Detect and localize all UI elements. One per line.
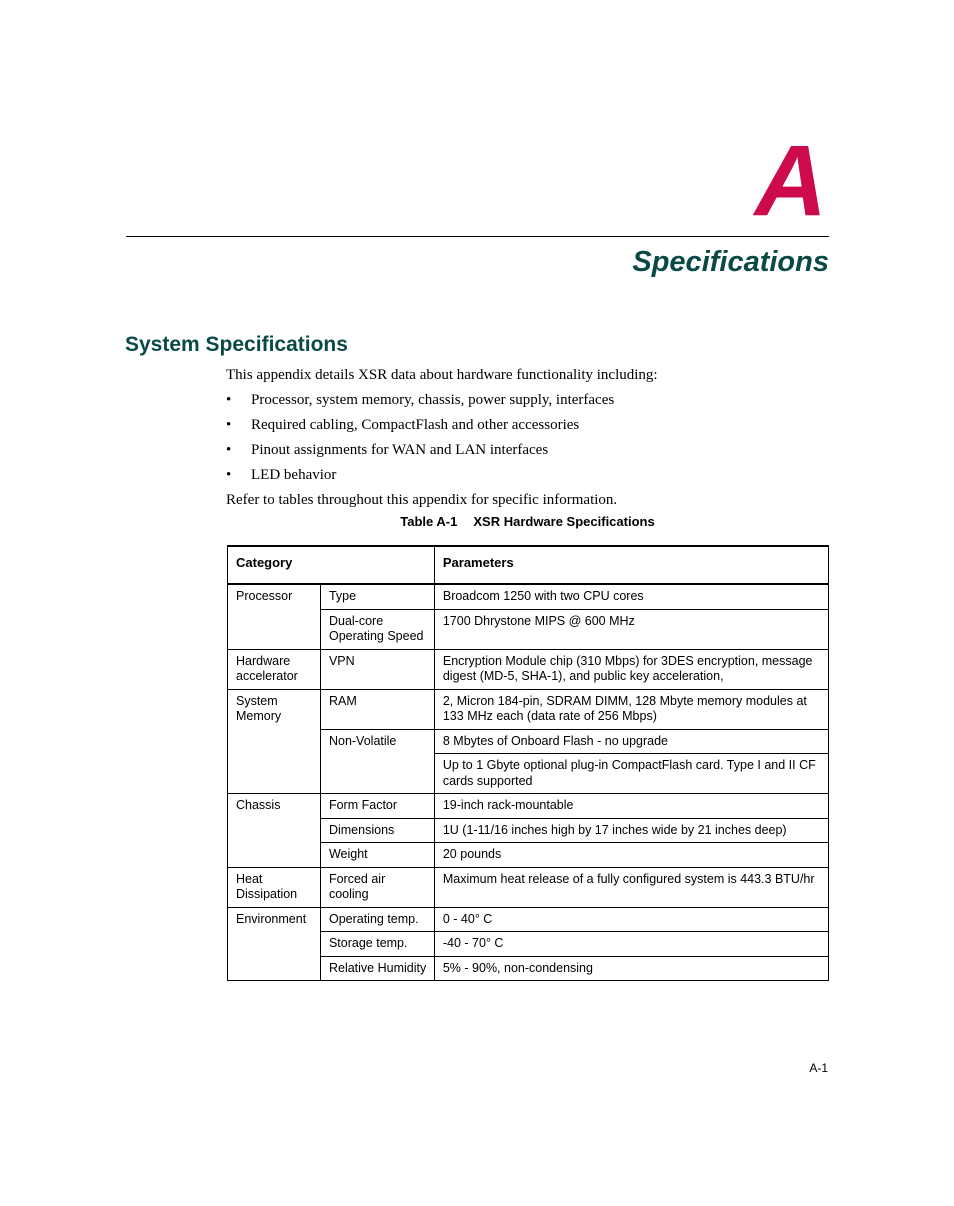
chapter-title: Specifications (632, 246, 829, 278)
list-item (226, 466, 614, 491)
category-cell: Processor (228, 584, 321, 649)
value-cell: 0 - 40° C (434, 907, 828, 932)
category-cell: Environment (228, 907, 321, 981)
specifications-table (227, 545, 829, 981)
item-cell: RAM (320, 689, 434, 729)
value-cell: 5% - 90%, non-condensing (434, 956, 828, 981)
section-heading: System Specifications (125, 333, 348, 356)
chapter-letter: A (754, 125, 827, 237)
category-cell: Hardware accelerator (228, 649, 321, 689)
value-cell: 8 Mbytes of Onboard Flash - no upgrade (434, 729, 828, 754)
category-cell: Chassis (228, 794, 321, 868)
item-cell: Operating temp. (320, 907, 434, 932)
page-number: A-1 (809, 1061, 828, 1075)
list-item-text: Required cabling, CompactFlash and other accessories (251, 417, 580, 433)
value-cell: 2, Micron 184-pin, SDRAM DIMM, 128 Mbyte memory modules at 133 MHz each (data rate of 256 Mbps) (434, 689, 828, 729)
chapter-divider (126, 236, 829, 237)
item-cell: Dual-core Operating Speed (320, 609, 434, 649)
table-caption (226, 514, 829, 530)
list-item (226, 416, 614, 441)
value-cell: Up to 1 Gbyte optional plug-in CompactFlash card. Type I and II CF cards supported (434, 754, 828, 794)
bullet-icon: • (226, 467, 232, 483)
feature-list (226, 391, 614, 491)
bullet-icon: • (226, 392, 232, 408)
table-row (228, 584, 829, 609)
item-cell: Non-Volatile (320, 729, 434, 794)
value-cell: Broadcom 1250 with two CPU cores (434, 584, 828, 609)
value-cell: -40 - 70° C (434, 932, 828, 957)
item-cell: Dimensions (320, 818, 434, 843)
value-cell: 1U (1-11/16 inches high by 17 inches wide by 21 inches deep) (434, 818, 828, 843)
item-cell: Form Factor (320, 794, 434, 819)
intro-paragraph: This appendix details XSR data about hardware functionality including: (226, 367, 658, 383)
table-row (228, 794, 829, 819)
item-cell: Storage temp. (320, 932, 434, 957)
item-cell: Type (320, 584, 434, 609)
header-parameters: Parameters (434, 546, 828, 584)
table-caption-number: Table A-1 (400, 514, 458, 529)
value-cell: 19-inch rack-mountable (434, 794, 828, 819)
item-cell: Forced air cooling (320, 867, 434, 907)
table-row (228, 689, 829, 729)
table-row (228, 907, 829, 932)
outro-paragraph: Refer to tables throughout this appendix for specific information. (226, 492, 618, 508)
table-row (228, 867, 829, 907)
value-cell: 20 pounds (434, 843, 828, 868)
list-item (226, 391, 614, 416)
value-cell: Maximum heat release of a fully configured system is 443.3 BTU/hr (434, 867, 828, 907)
list-item-text: Pinout assignments for WAN and LAN interfaces (251, 442, 549, 458)
value-cell: Encryption Module chip (310 Mbps) for 3DES encryption, message digest (MD-5, SHA-1), and public key acceleration, (434, 649, 828, 689)
item-cell: Relative Humidity (320, 956, 434, 981)
list-item (226, 441, 614, 466)
list-item-text: LED behavior (251, 467, 337, 483)
value-cell: 1700 Dhrystone MIPS @ 600 MHz (434, 609, 828, 649)
table-header-row (228, 546, 829, 584)
item-cell: VPN (320, 649, 434, 689)
item-cell: Weight (320, 843, 434, 868)
bullet-icon: • (226, 417, 232, 433)
header-category: Category (228, 546, 435, 584)
category-cell: Heat Dissipation (228, 867, 321, 907)
table-row (228, 649, 829, 689)
bullet-icon: • (226, 442, 232, 458)
list-item-text: Processor, system memory, chassis, power supply, interfaces (251, 392, 615, 408)
table-caption-title: XSR Hardware Specifications (473, 514, 655, 529)
category-cell: System Memory (228, 689, 321, 794)
